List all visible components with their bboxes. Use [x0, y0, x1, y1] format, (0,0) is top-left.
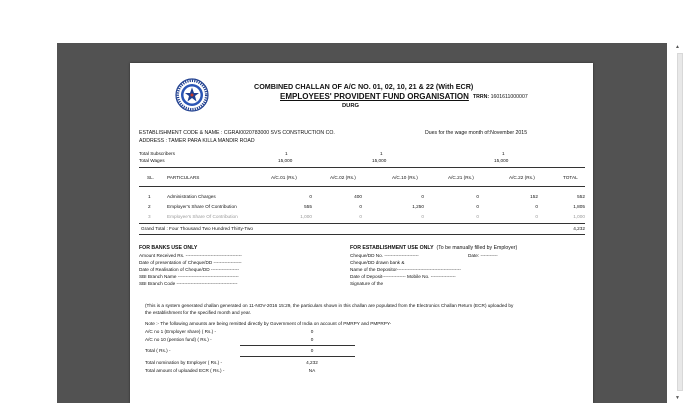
header-ac21: A/C.21 (Rs.): [448, 175, 474, 180]
header-ac10: A/C.10 (Rs.): [392, 175, 418, 180]
bank-line: SBI Branch Code ---------------------------------------: [139, 281, 238, 286]
note-item-value: 4,232: [306, 360, 318, 365]
establishment-use-note: (To be manually filled by Employer): [436, 245, 518, 251]
table-top-rule: [139, 167, 585, 168]
table-cell: 0: [535, 204, 538, 209]
table-cell: Employee's Share Of Contribution: [167, 214, 238, 219]
header-particulars: PARTICULARS: [167, 175, 200, 180]
system-note-line2: the establishment for the specified month and year.: [145, 310, 252, 315]
total-subscribers-label: Total Subscribers: [139, 151, 175, 156]
table-cell: 0: [476, 204, 479, 209]
table-cell: Employer's Share Of Contribution: [167, 204, 237, 209]
wages-ac22: 15,000: [494, 158, 509, 163]
note-item-value: 0: [310, 348, 314, 353]
total-rule: [240, 356, 355, 357]
note-item-label: A/C no 10 (pention fund) ( Rs.) -: [145, 337, 212, 342]
bank-line: SBI Branch Name ---------------------------------------: [139, 274, 239, 279]
trrn-value: 1601611000007: [490, 94, 528, 100]
subscribers-ac10: 1: [380, 151, 383, 156]
subtotal-rule: [240, 345, 355, 346]
wages-ac10: 15,000: [372, 158, 387, 163]
banks-use-heading: FOR BANKS USE ONLY: [139, 245, 198, 251]
table-cell: 0: [535, 214, 538, 219]
scroll-up-arrow-icon[interactable]: ▲: [675, 44, 680, 50]
table-cell: 1,000: [300, 214, 312, 219]
organisation-name: EMPLOYEES' PROVIDENT FUND ORGANISATION: [280, 92, 469, 101]
table-cell: 400: [354, 194, 362, 199]
note-item-value: 0: [310, 329, 314, 334]
note-item-label: Total nomination by Employer ( Rs.) -: [145, 360, 223, 365]
establishment-line: Date of Deposit--------------- Mobile No. ----------------: [350, 274, 456, 279]
table-cell: 1,250: [412, 204, 424, 209]
epfo-logo-icon: [175, 78, 209, 112]
challan-page: [130, 63, 593, 403]
header-bottom-rule: [139, 186, 585, 187]
bank-line: Date of Realisation of Cheque/DD ------------------: [139, 267, 240, 272]
header-ac01: A/C.01 (Rs.): [271, 175, 297, 180]
table-cell: 0: [359, 214, 362, 219]
table-cell: 0: [421, 214, 424, 219]
city-name: DURG: [342, 103, 360, 109]
establishment-use-title: FOR ESTABLISHMENT USE ONLY: [350, 245, 434, 251]
trrn-label: TRRN:: [473, 94, 490, 100]
establishment-line: Cheque/DD drawn bank &: [350, 260, 405, 265]
table-cell: 0: [476, 194, 479, 199]
establishment-code: ESTABLISHMENT CODE & NAME : CGRAI0020783000 SVS CONSTRUCTION CO.: [139, 130, 335, 136]
table-cell: 1: [148, 194, 151, 199]
table-cell: 1,805: [573, 204, 585, 209]
total-wages-label: Total Wages: [139, 158, 165, 163]
table-cell: 1,000: [573, 214, 585, 219]
grand-total-bottom-rule: [139, 234, 585, 235]
header-sl: SL.: [147, 175, 155, 180]
note-item-label: Total amount of uploaded ECR ( Rs.) -: [145, 368, 225, 373]
establishment-line: Cheque/DD No. ----------------------: [350, 253, 419, 258]
trrn-field: [473, 94, 528, 100]
bank-line: Date of presentation of Cheque/DD ------------------: [139, 260, 242, 265]
note-item-value: NA: [308, 368, 316, 373]
challan-title: COMBINED CHALLAN OF A/C NO. 01, 02, 10, 21 & 22 (With ECR): [254, 82, 474, 91]
table-cell: Administration Charges: [167, 194, 216, 199]
establishment-line: Name of the Depositor-----------------------------------------: [350, 267, 461, 272]
note-item-label: Total ( Rs.) -: [145, 348, 171, 353]
table-cell: 0: [309, 194, 312, 199]
note-item-label: A/C no 1 (Employer share) ( Rs.) -: [145, 329, 217, 334]
table-cell: 0: [359, 204, 362, 209]
wages-ac01: 15,000: [278, 158, 293, 163]
vertical-scrollbar[interactable]: [667, 43, 696, 403]
system-note-line1: (This is a system generated challan generated on 11-NOV-2016 15:29, the particulars shown in this challan are populated from the Electronics Challan Return (ECR) uploaded by: [145, 303, 514, 308]
bank-line: Amount Received Rs. ------------------------------------: [139, 253, 242, 258]
establishment-line: Signature of the: [350, 281, 384, 286]
establishment-use-heading: [350, 245, 517, 251]
table-cell: 2: [148, 204, 151, 209]
table-cell: 152: [530, 194, 538, 199]
establishment-date: Date: -----------: [468, 253, 498, 258]
header-ac22: A/C.22 (Rs.): [509, 175, 535, 180]
rows-bottom-rule: [139, 223, 585, 224]
establishment-address: ADDRESS : TAMER PARA KILLA MANDIR ROAD: [139, 138, 255, 144]
scroll-down-arrow-icon[interactable]: ▼: [675, 395, 680, 401]
dues-month: Dues for the wage month of:November 2015: [425, 130, 528, 136]
grand-total-value: 4,232: [573, 226, 585, 231]
table-cell: 0: [421, 194, 424, 199]
table-cell: 552: [577, 194, 585, 199]
note-item-value: 0: [310, 337, 314, 342]
government-note: Note :- The following amounts are being remitted directly by Government of India on account of PMRPY and PMPRPY-: [145, 321, 392, 326]
table-cell: 3: [148, 214, 151, 219]
scrollbar-thumb[interactable]: [677, 53, 683, 391]
subscribers-ac22: 1: [502, 151, 505, 156]
table-cell: 0: [476, 214, 479, 219]
table-cell: 555: [304, 204, 312, 209]
subscribers-ac01: 1: [285, 151, 288, 156]
grand-total-label: Grand Total : Four Thousand Two Hundred Thirty-Two: [141, 226, 253, 231]
header-total: TOTAL: [563, 175, 578, 180]
header-ac02: A/C.02 (Rs.): [330, 175, 356, 180]
